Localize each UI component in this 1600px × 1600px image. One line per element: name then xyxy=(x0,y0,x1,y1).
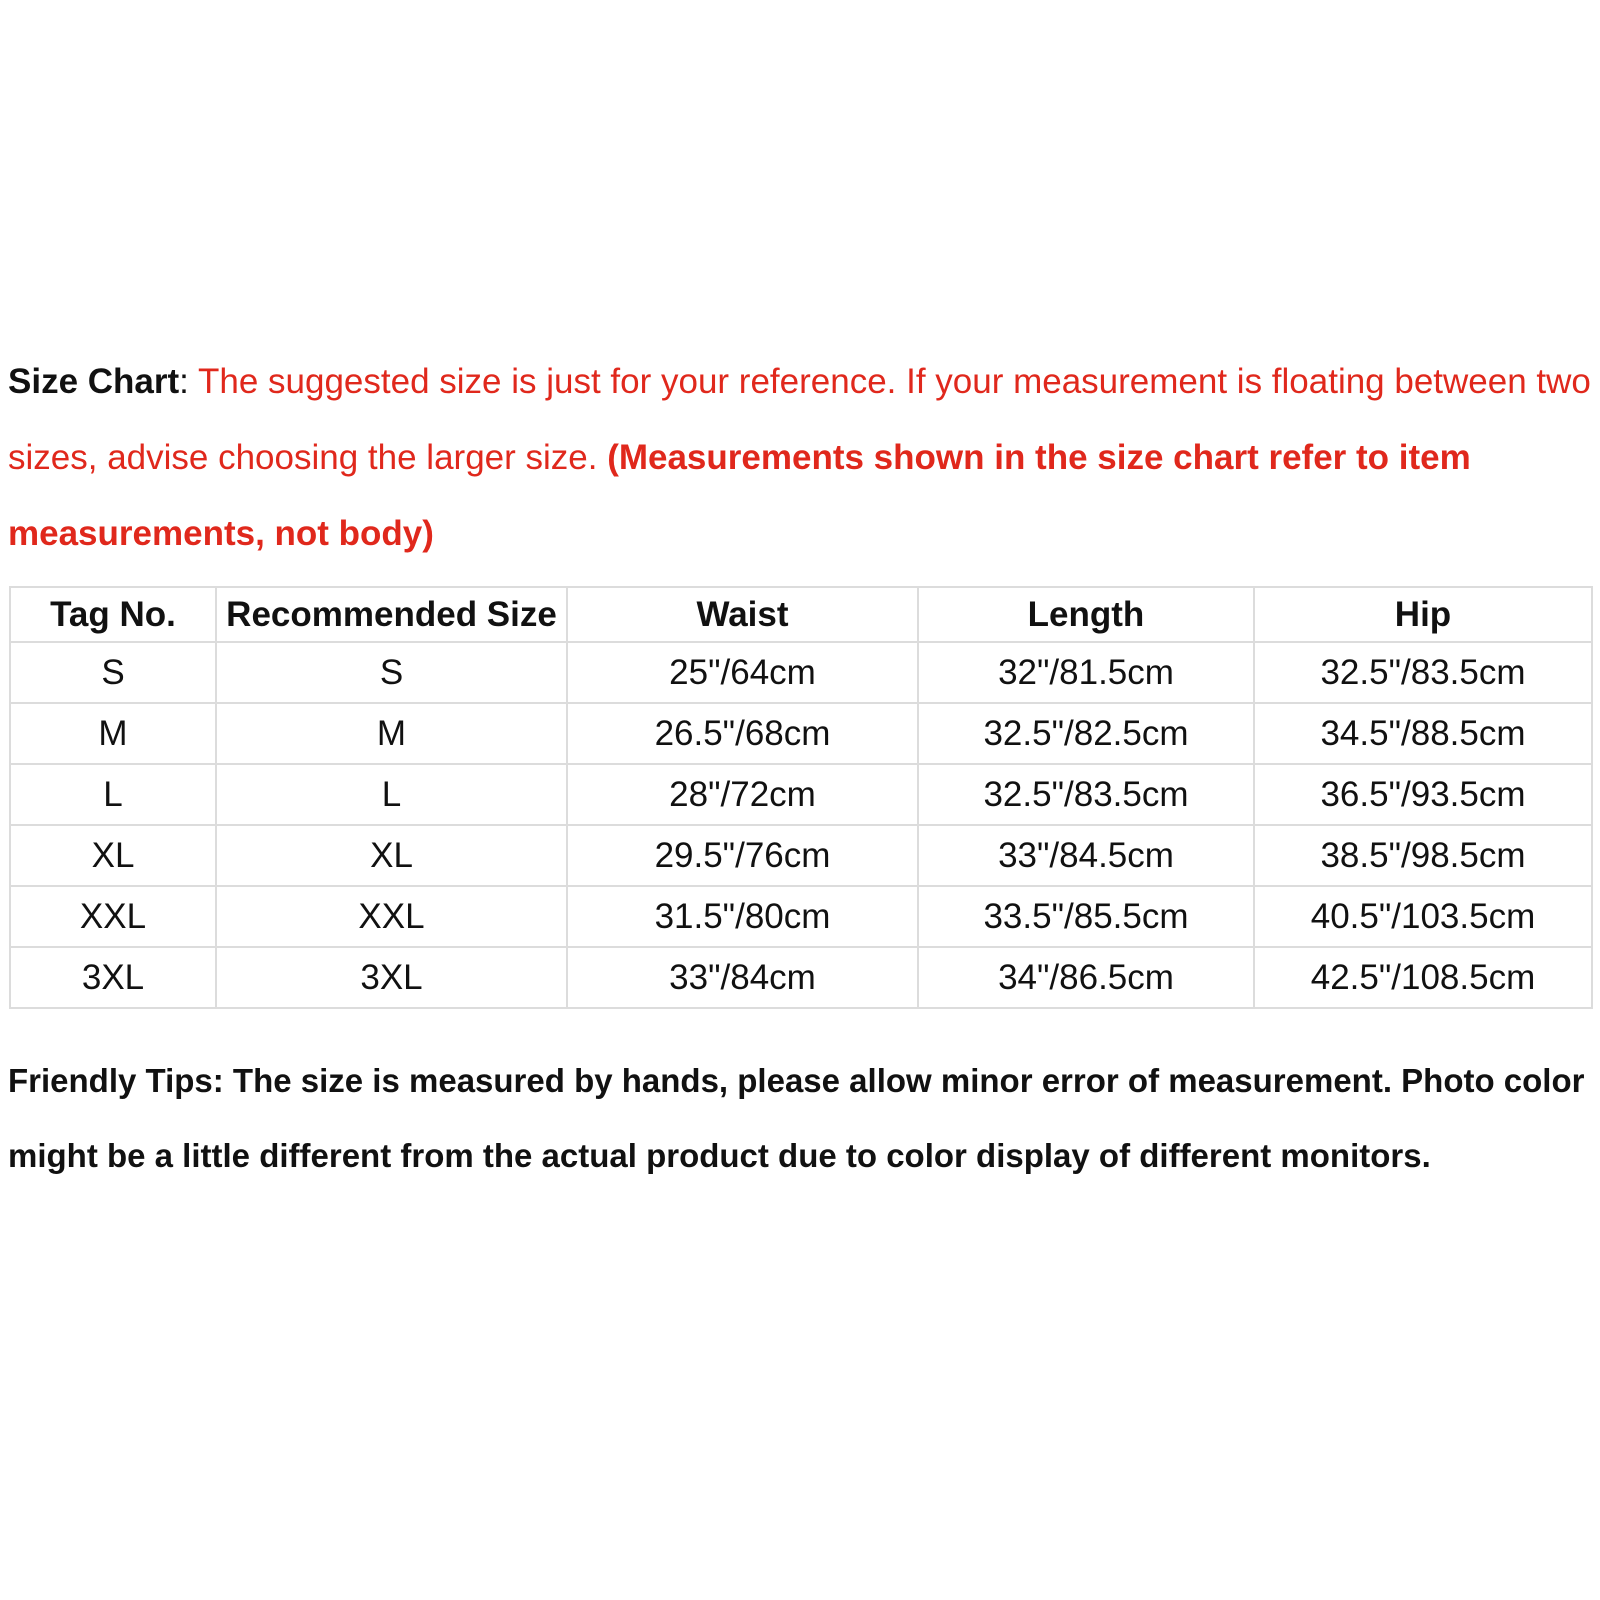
cell-waist: 28"/72cm xyxy=(567,764,918,825)
cell-tag: XXL xyxy=(10,886,216,947)
cell-waist: 26.5"/68cm xyxy=(567,703,918,764)
friendly-tips: Friendly Tips: The size is measured by hands, please allow minor error of measurement. Photo color might be a little different from the actual product due to color display of different monitors. xyxy=(8,1062,1585,1174)
header-recommended-size: Recommended Size xyxy=(216,587,567,642)
table-row xyxy=(10,642,1592,703)
cell-waist: 31.5"/80cm xyxy=(567,886,918,947)
cell-tag: S xyxy=(10,642,216,703)
cell-hip: 36.5"/93.5cm xyxy=(1254,764,1592,825)
cell-recommended: XL xyxy=(216,825,567,886)
cell-tag: 3XL xyxy=(10,947,216,1008)
cell-tag: XL xyxy=(10,825,216,886)
size-suggestion-note: The suggested size is just for your reference. If your measurement is floating between two sizes, advise choosing the larger size. xyxy=(8,362,1591,477)
cell-tag: M xyxy=(10,703,216,764)
cell-length: 32.5"/82.5cm xyxy=(918,703,1254,764)
cell-hip: 38.5"/98.5cm xyxy=(1254,825,1592,886)
cell-waist: 25"/64cm xyxy=(567,642,918,703)
table-row xyxy=(10,886,1592,947)
cell-recommended: L xyxy=(216,764,567,825)
table-row xyxy=(10,947,1592,1008)
header-length: Length xyxy=(918,587,1254,642)
cell-hip: 42.5"/108.5cm xyxy=(1254,947,1592,1008)
cell-tag: L xyxy=(10,764,216,825)
cell-waist: 29.5"/76cm xyxy=(567,825,918,886)
cell-length: 34"/86.5cm xyxy=(918,947,1254,1008)
table-row xyxy=(10,764,1592,825)
measurement-disclaimer: (Measurements shown in the size chart refer to item measurements, not body) xyxy=(8,438,1471,553)
table-header-row xyxy=(10,587,1592,642)
cell-hip: 40.5"/103.5cm xyxy=(1254,886,1592,947)
cell-recommended: M xyxy=(216,703,567,764)
header-waist: Waist xyxy=(567,587,918,642)
cell-recommended: 3XL xyxy=(216,947,567,1008)
table-row xyxy=(10,825,1592,886)
cell-recommended: S xyxy=(216,642,567,703)
cell-length: 33.5"/85.5cm xyxy=(918,886,1254,947)
cell-hip: 32.5"/83.5cm xyxy=(1254,642,1592,703)
cell-hip: 34.5"/88.5cm xyxy=(1254,703,1592,764)
cell-length: 33"/84.5cm xyxy=(918,825,1254,886)
header-tag-no: Tag No. xyxy=(10,587,216,642)
cell-waist: 33"/84cm xyxy=(567,947,918,1008)
cell-recommended: XXL xyxy=(216,886,567,947)
cell-length: 32.5"/83.5cm xyxy=(918,764,1254,825)
table-row xyxy=(10,703,1592,764)
size-chart-label-separator: : xyxy=(179,362,198,401)
size-chart-label: Size Chart xyxy=(8,362,180,401)
size-table xyxy=(9,586,1593,1009)
cell-length: 32"/81.5cm xyxy=(918,642,1254,703)
size-chart-intro xyxy=(8,344,1593,572)
header-hip: Hip xyxy=(1254,587,1592,642)
